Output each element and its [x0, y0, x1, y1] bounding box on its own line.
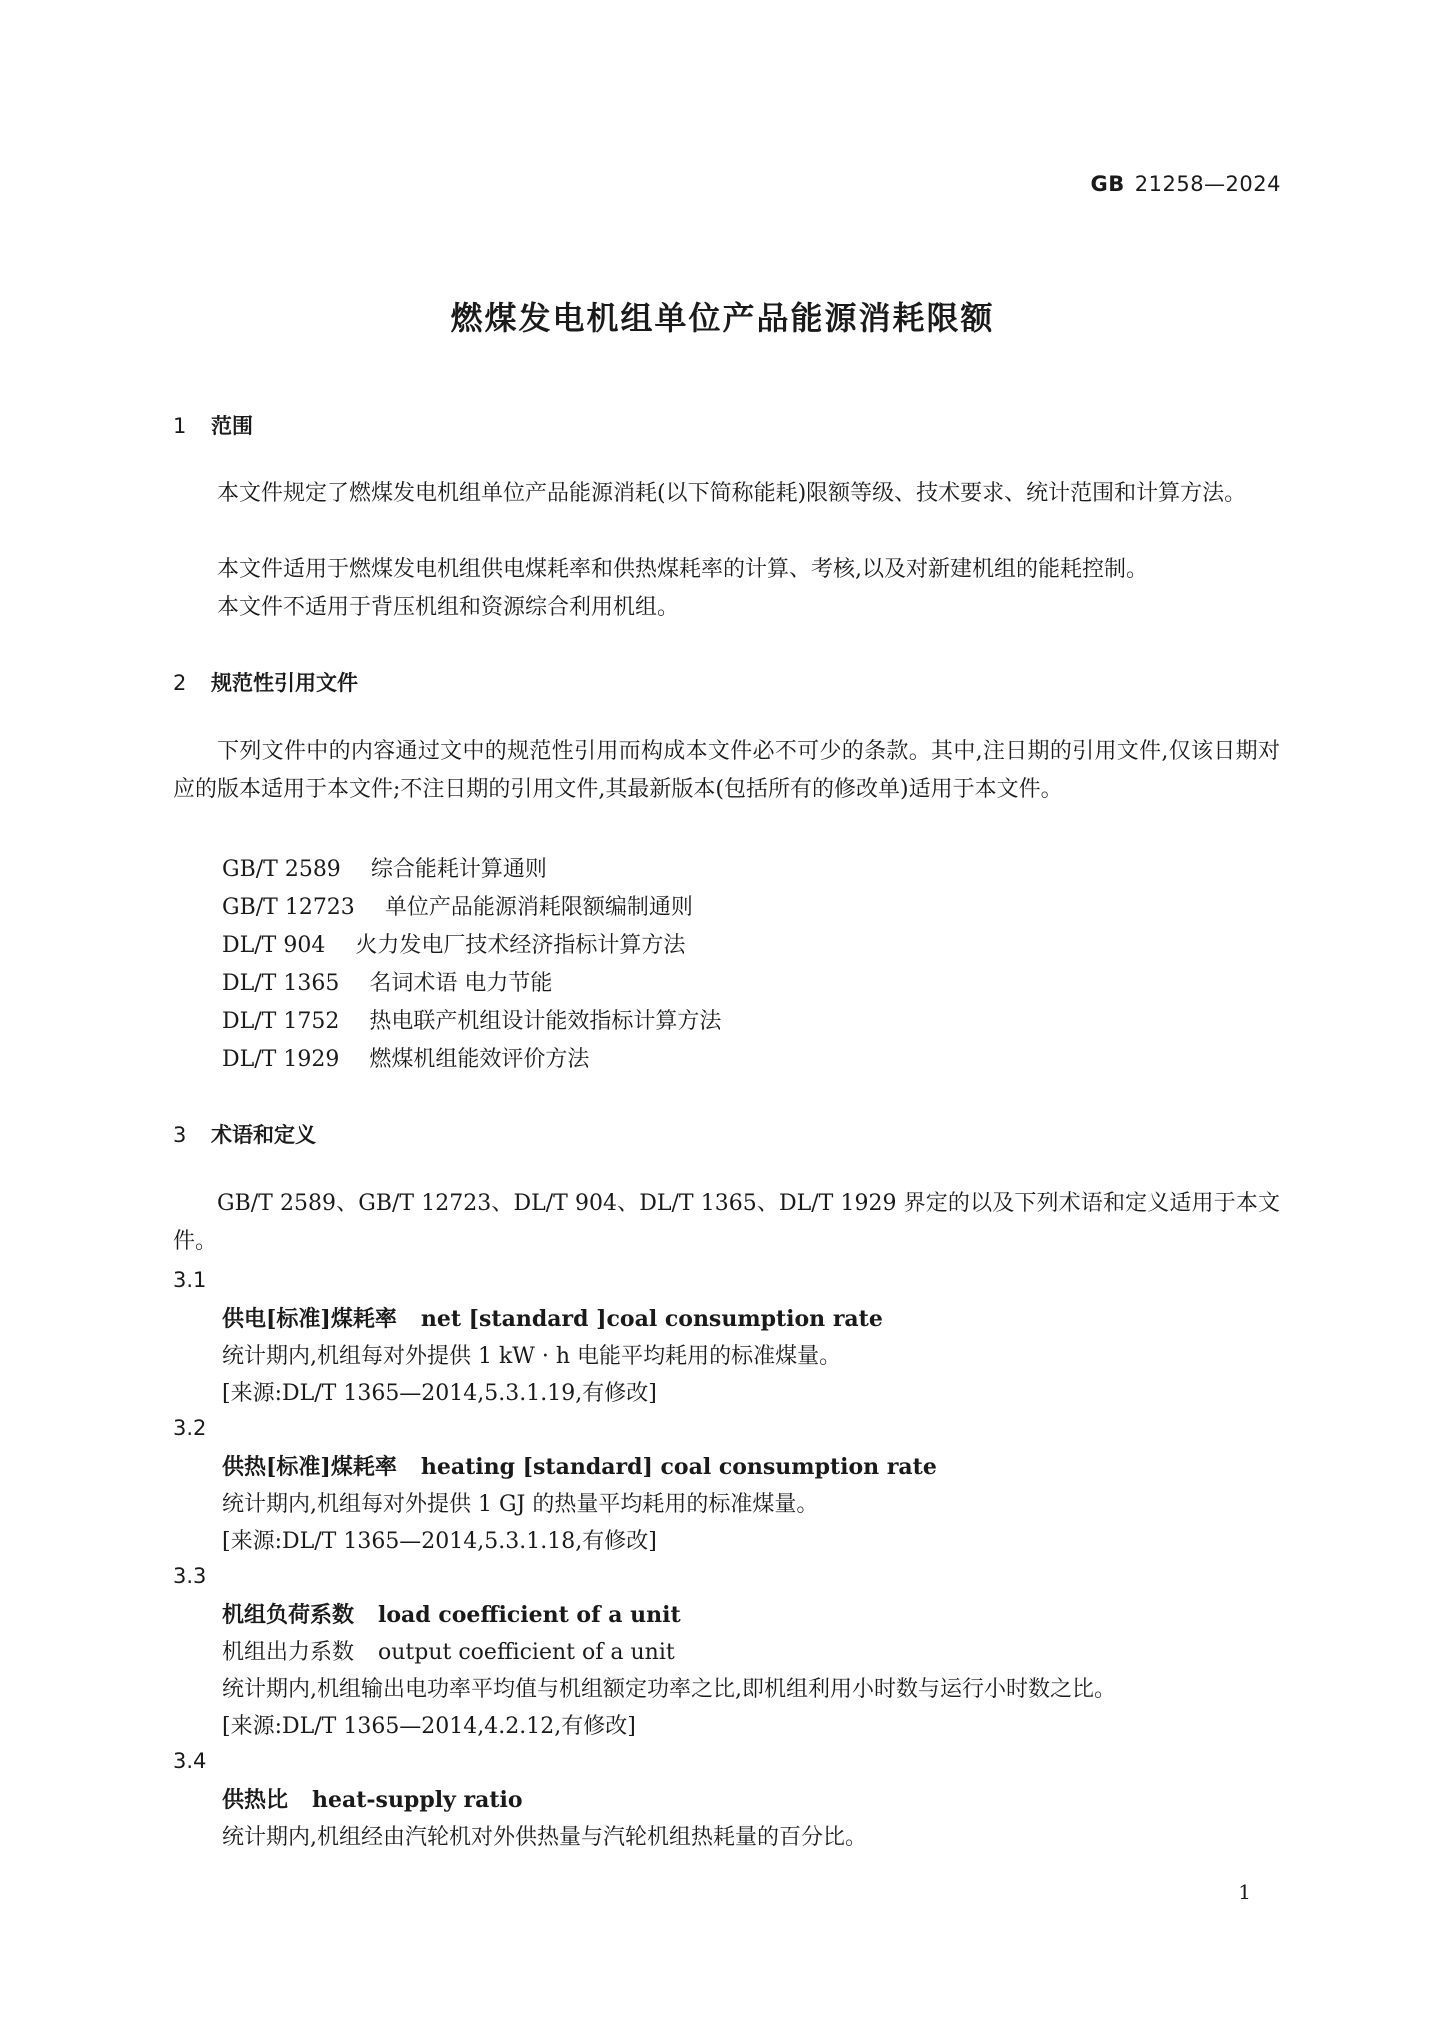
term-number: 3.2 — [173, 1416, 207, 1440]
reference-item — [222, 928, 685, 959]
term-chinese: 供热比 — [222, 1787, 289, 1813]
reference-code: DL/T 1752 — [222, 1009, 340, 1034]
term-definition: 统计期内,机组每对外提供 1 kW · h 电能平均耗用的标准煤量。 — [222, 1344, 842, 1369]
standard-code — [1091, 172, 1282, 196]
term-definition: 统计期内,机组输出电功率平均值与机组额定功率之比,即机组利用小时数与运行小时数之比。 — [222, 1677, 1116, 1702]
term-heading — [222, 1783, 523, 1814]
term-definition: 统计期内,机组经由汽轮机对外供热量与汽轮机组热耗量的百分比。 — [222, 1825, 867, 1850]
section-title: 术语和定义 — [211, 1123, 316, 1147]
term-source: [来源:DL/T 1365—2014,5.3.1.18,有修改] — [222, 1529, 657, 1554]
document-title: 燃煤发电机组单位产品能源消耗限额 — [450, 299, 995, 337]
term-heading — [222, 1598, 681, 1629]
references-intro-paragraph: 下列文件中的内容通过文中的规范性引用而构成本文件必不可少的条款。其中,注日期的引用文件,仅该日期对应的版本适用于本文件;不注日期的引用文件,其最新版本(包括所有的修改单)适用于本文件。 — [173, 739, 1280, 802]
term-english: net [standard ]coal consumption rate — [420, 1306, 883, 1332]
page-number: 1 — [1238, 1880, 1251, 1904]
term-source: [来源:DL/T 1365—2014,5.3.1.19,有修改] — [222, 1381, 657, 1406]
reference-title: 燃煤机组能效评价方法 — [369, 1047, 590, 1072]
reference-title: 综合能耗计算通则 — [370, 857, 547, 882]
section-number: 2 — [173, 671, 187, 695]
term-english: load coefficient of a unit — [378, 1602, 681, 1628]
scope-paragraph: 本文件规定了燃煤发电机组单位产品能源消耗(以下简称能耗)限额等级、技术要求、统计范围和计算方法。 — [217, 481, 1247, 506]
section-heading-terms-definitions — [173, 1119, 316, 1149]
standard-code-number: 21258—2024 — [1134, 172, 1281, 196]
reference-title: 名词术语 电力节能 — [369, 971, 553, 996]
section-title: 规范性引用文件 — [211, 671, 358, 695]
standard-code-prefix: GB — [1090, 172, 1125, 196]
section-title: 范围 — [211, 414, 253, 438]
reference-code: DL/T 904 — [222, 933, 326, 958]
reference-item — [222, 852, 547, 883]
reference-code: GB/T 2589 — [222, 857, 341, 882]
reference-code: DL/T 1929 — [222, 1047, 340, 1072]
reference-item — [222, 1004, 721, 1035]
reference-code: GB/T 12723 — [222, 895, 355, 920]
term-chinese: 供电[标准]煤耗率 — [222, 1306, 397, 1332]
reference-title: 单位产品能源消耗限额编制通则 — [384, 895, 693, 920]
term-heading — [222, 1450, 937, 1481]
term-english: heat-supply ratio — [312, 1787, 523, 1813]
reference-title: 热电联产机组设计能效指标计算方法 — [369, 1009, 722, 1034]
term-chinese: 机组负荷系数 — [222, 1602, 355, 1628]
reference-item — [222, 890, 693, 921]
scope-paragraph: 本文件不适用于背压机组和资源综合利用机组。 — [217, 595, 680, 620]
section-heading-scope — [173, 410, 253, 440]
term-definition: 统计期内,机组每对外提供 1 GJ 的热量平均耗用的标准煤量。 — [222, 1492, 819, 1517]
section-number: 3 — [173, 1123, 187, 1147]
term-alt-chinese: 机组出力系数 — [222, 1640, 355, 1665]
reference-code: DL/T 1365 — [222, 971, 340, 996]
term-source: [来源:DL/T 1365—2014,4.2.12,有修改] — [222, 1714, 636, 1739]
term-alt-english: output coefficient of a unit — [378, 1640, 675, 1665]
term-alternative — [222, 1635, 675, 1666]
term-english: heating [standard] coal consumption rate — [420, 1454, 937, 1480]
scope-paragraph: 本文件适用于燃煤发电机组供电煤耗率和供热煤耗率的计算、考核,以及对新建机组的能耗控制。 — [217, 557, 1148, 582]
term-number: 3.3 — [173, 1564, 207, 1588]
section-number: 1 — [173, 414, 187, 438]
reference-item — [222, 966, 552, 997]
section-heading-normative-references — [173, 667, 358, 697]
terms-intro-paragraph: GB/T 2589、GB/T 12723、DL/T 904、DL/T 1365、DL/T 1929 界定的以及下列术语和定义适用于本文件。 — [173, 1191, 1280, 1254]
reference-item — [222, 1042, 589, 1073]
reference-title: 火力发电厂技术经济指标计算方法 — [355, 933, 686, 958]
term-chinese: 供热[标准]煤耗率 — [222, 1454, 397, 1480]
term-number: 3.4 — [173, 1749, 207, 1773]
term-heading — [222, 1302, 883, 1333]
term-number: 3.1 — [173, 1268, 207, 1292]
